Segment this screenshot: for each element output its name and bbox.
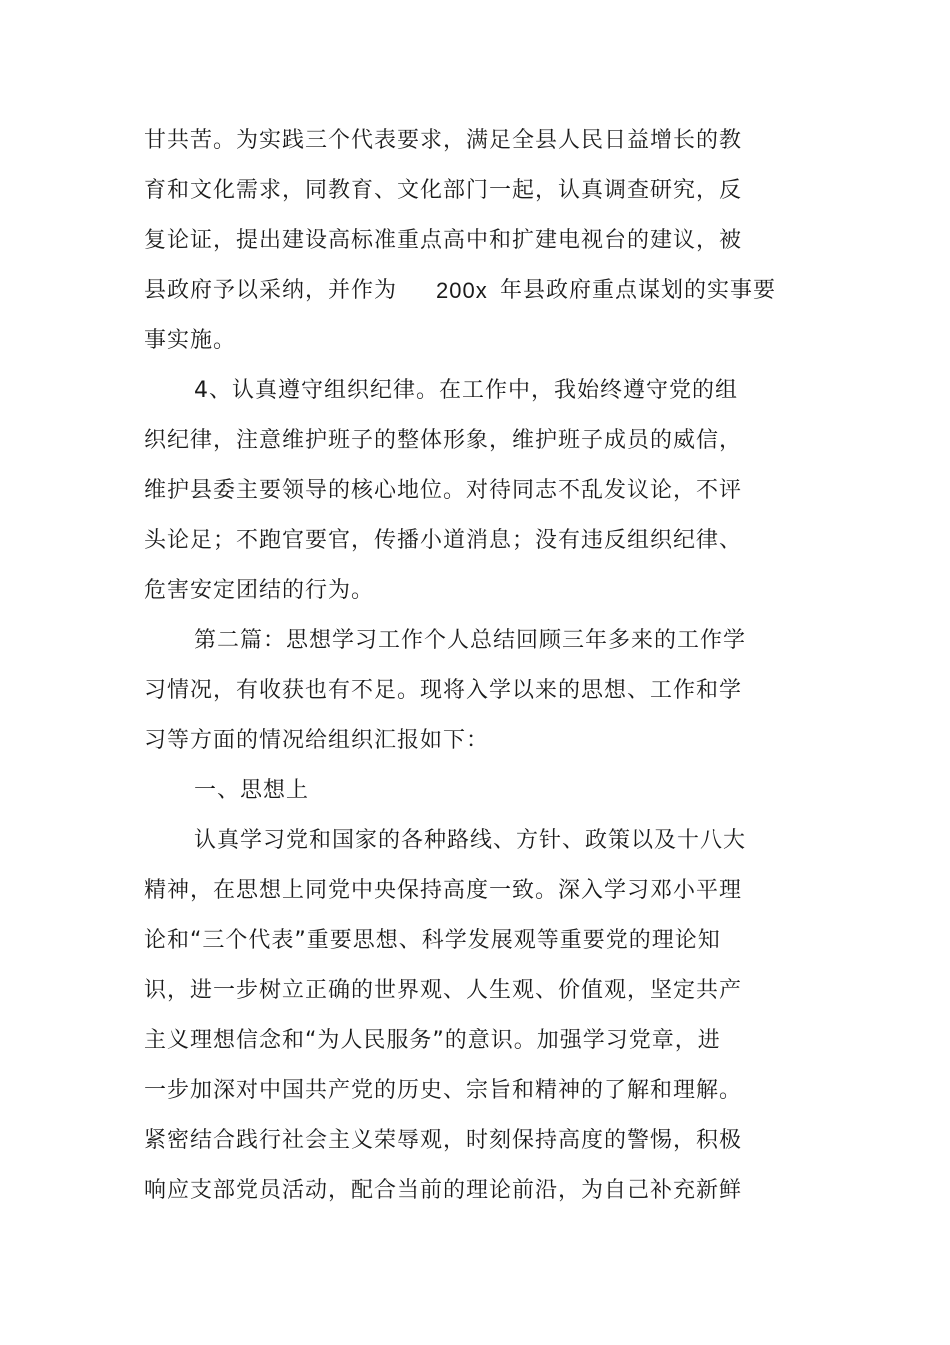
year-text: 200x bbox=[436, 278, 488, 303]
text-line: 紧密结合践行社会主义荣辱观，时刻保持高度的警惕，积极 bbox=[144, 1128, 743, 1153]
text-line: 识，进一步树立正确的世界观、人生观、价值观，坚定共产 bbox=[144, 978, 743, 1003]
text-line: 复论证，提出建设高标准重点高中和扩建电视台的建议，被 bbox=[144, 228, 743, 253]
paragraph-heading: 4、认真遵守组织纪律。在工作中，我始终遵守党的组 bbox=[194, 378, 738, 403]
text-line: 响应支部党员活动，配合当前的理论前沿，为自己补充新鲜 bbox=[144, 1178, 743, 1203]
text-line: 论和“三个代表”重要思想、科学发展观等重要党的理论知 bbox=[144, 928, 721, 953]
section-title: 第二篇：思想学习工作个人总结回顾三年多来的工作学 bbox=[194, 628, 747, 653]
text-line: 头论足；不跑官要官，传播小道消息；没有违反组织纪律、 bbox=[144, 528, 743, 553]
text-line: 织纪律，注意维护班子的整体形象，维护班子成员的威信， bbox=[144, 428, 743, 453]
text-line: 育和文化需求，同教育、文化部门一起，认真调查研究，反 bbox=[144, 178, 743, 203]
text-line: 甘共苦。为实践三个代表要求，满足全县人民日益增长的教 bbox=[144, 128, 743, 153]
text-line: 主义理想信念和“为人民服务”的意识。加强学习党章，进 bbox=[144, 1028, 721, 1053]
text-line: 习等方面的情况给组织汇报如下： bbox=[144, 728, 490, 753]
text-line: 维护县委主要领导的核心地位。对待同志不乱发议论，不评 bbox=[144, 478, 743, 503]
text-line: 年县政府重点谋划的实事要 bbox=[500, 278, 777, 303]
text-line: 认真学习党和国家的各种路线、方针、政策以及十八大 bbox=[194, 828, 747, 853]
text-line: 精神，在思想上同党中央保持高度一致。深入学习邓小平理 bbox=[144, 878, 743, 903]
text-line: 危害安定团结的行为。 bbox=[144, 578, 375, 603]
text-line: 一步加深对中国共产党的历史、宗旨和精神的了解和理解。 bbox=[144, 1078, 743, 1103]
text-line: 事实施。 bbox=[144, 328, 237, 353]
text-line: 县政府予以采纳，并作为 bbox=[144, 278, 398, 303]
subsection-heading: 一、思想上 bbox=[194, 778, 310, 803]
text-line: 习情况，有收获也有不足。现将入学以来的思想、工作和学 bbox=[144, 678, 743, 703]
